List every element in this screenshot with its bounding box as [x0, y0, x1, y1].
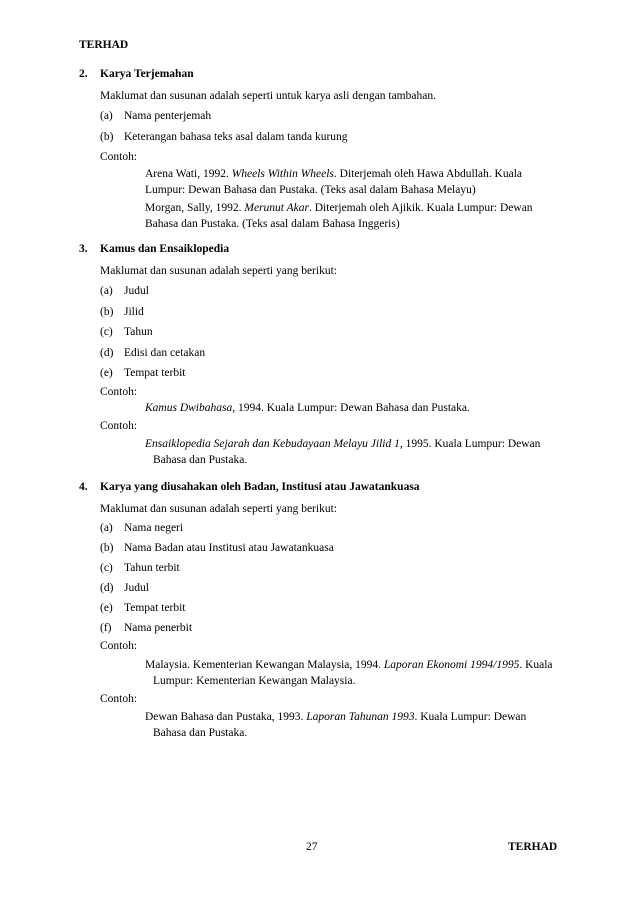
list-item: (b) Jilid [100, 306, 144, 318]
list-item: (a) Nama negeri [100, 522, 184, 534]
reference-entry: Morgan, Sally, 1992. Merunut Akar. Diterjemah oleh Ajikik. Kuala Lumpur: Dewan Bahasa dan Pustaka. (Teks asal dalam Bahasa Inggeris) [145, 202, 533, 230]
list-item: (a) Nama penterjemah [100, 110, 212, 122]
header-classification: TERHAD [79, 39, 129, 51]
list-item: (e) Tempat terbit [100, 602, 186, 614]
contoh-label: Contoh: [100, 386, 138, 398]
section-2-intro: Maklumat dan susunan adalah seperti untuk karya asli dengan tambahan. [100, 90, 436, 102]
section-number: 3. [79, 243, 88, 255]
reference-entry: Ensaiklopedia Sejarah dan Kebudayaan Melayu Jilid 1, 1995. Kuala Lumpur: Dewan Bahasa dan Pustaka. [145, 438, 541, 466]
list-item: (f) Nama penerbit [100, 622, 193, 634]
contoh-label: Contoh: [100, 151, 138, 163]
contoh-label: Contoh: [100, 420, 138, 432]
list-item: (c) Tahun terbit [100, 562, 180, 574]
list-item: (d) Judul [100, 582, 149, 594]
list-item: (d) Edisi dan cetakan [100, 347, 206, 359]
section-3-intro: Maklumat dan susunan adalah seperti yang berikut: [100, 265, 337, 277]
section-title: Karya yang diusahakan oleh Badan, Institusi atau Jawatankuasa [100, 481, 420, 493]
reference-entry: Dewan Bahasa dan Pustaka, 1993. Laporan Tahunan 1993. Kuala Lumpur: Dewan Bahasa dan Pustaka. [145, 711, 527, 739]
section-4-heading [79, 480, 420, 496]
reference-entry: Arena Wati, 1992. Wheels Within Wheels. Diterjemah oleh Hawa Abdullah. Kuala Lumpur: Dewan Bahasa dan Pustaka. (Teks asal dalam Bahasa Melayu) [145, 168, 522, 196]
section-4-intro: Maklumat dan susunan adalah seperti yang berikut: [100, 503, 337, 515]
section-number: 2. [79, 68, 88, 80]
contoh-label: Contoh: [100, 693, 138, 705]
section-number: 4. [79, 481, 88, 493]
list-item: (b) Keterangan bahasa teks asal dalam tanda kurung [100, 131, 348, 143]
section-title: Karya Terjemahan [100, 68, 194, 80]
section-2-heading [79, 67, 194, 83]
reference-entry: Malaysia. Kementerian Kewangan Malaysia, 1994. Laporan Ekonomi 1994/1995. Kuala Lumpur: Kementerian Kewangan Malaysia. [145, 659, 553, 687]
list-item: (c) Tahun [100, 326, 153, 338]
list-item: (e) Tempat terbit [100, 367, 186, 379]
section-title: Kamus dan Ensaiklopedia [100, 243, 230, 255]
section-3-heading [79, 242, 229, 258]
footer-classification: TERHAD [508, 841, 558, 853]
list-item: (b) Nama Badan atau Institusi atau Jawatankuasa [100, 542, 334, 554]
list-item: (a) Judul [100, 285, 149, 297]
page-number: 27 [306, 841, 318, 853]
reference-entry: Kamus Dwibahasa, 1994. Kuala Lumpur: Dewan Bahasa dan Pustaka. [145, 402, 470, 414]
contoh-label: Contoh: [100, 640, 138, 652]
